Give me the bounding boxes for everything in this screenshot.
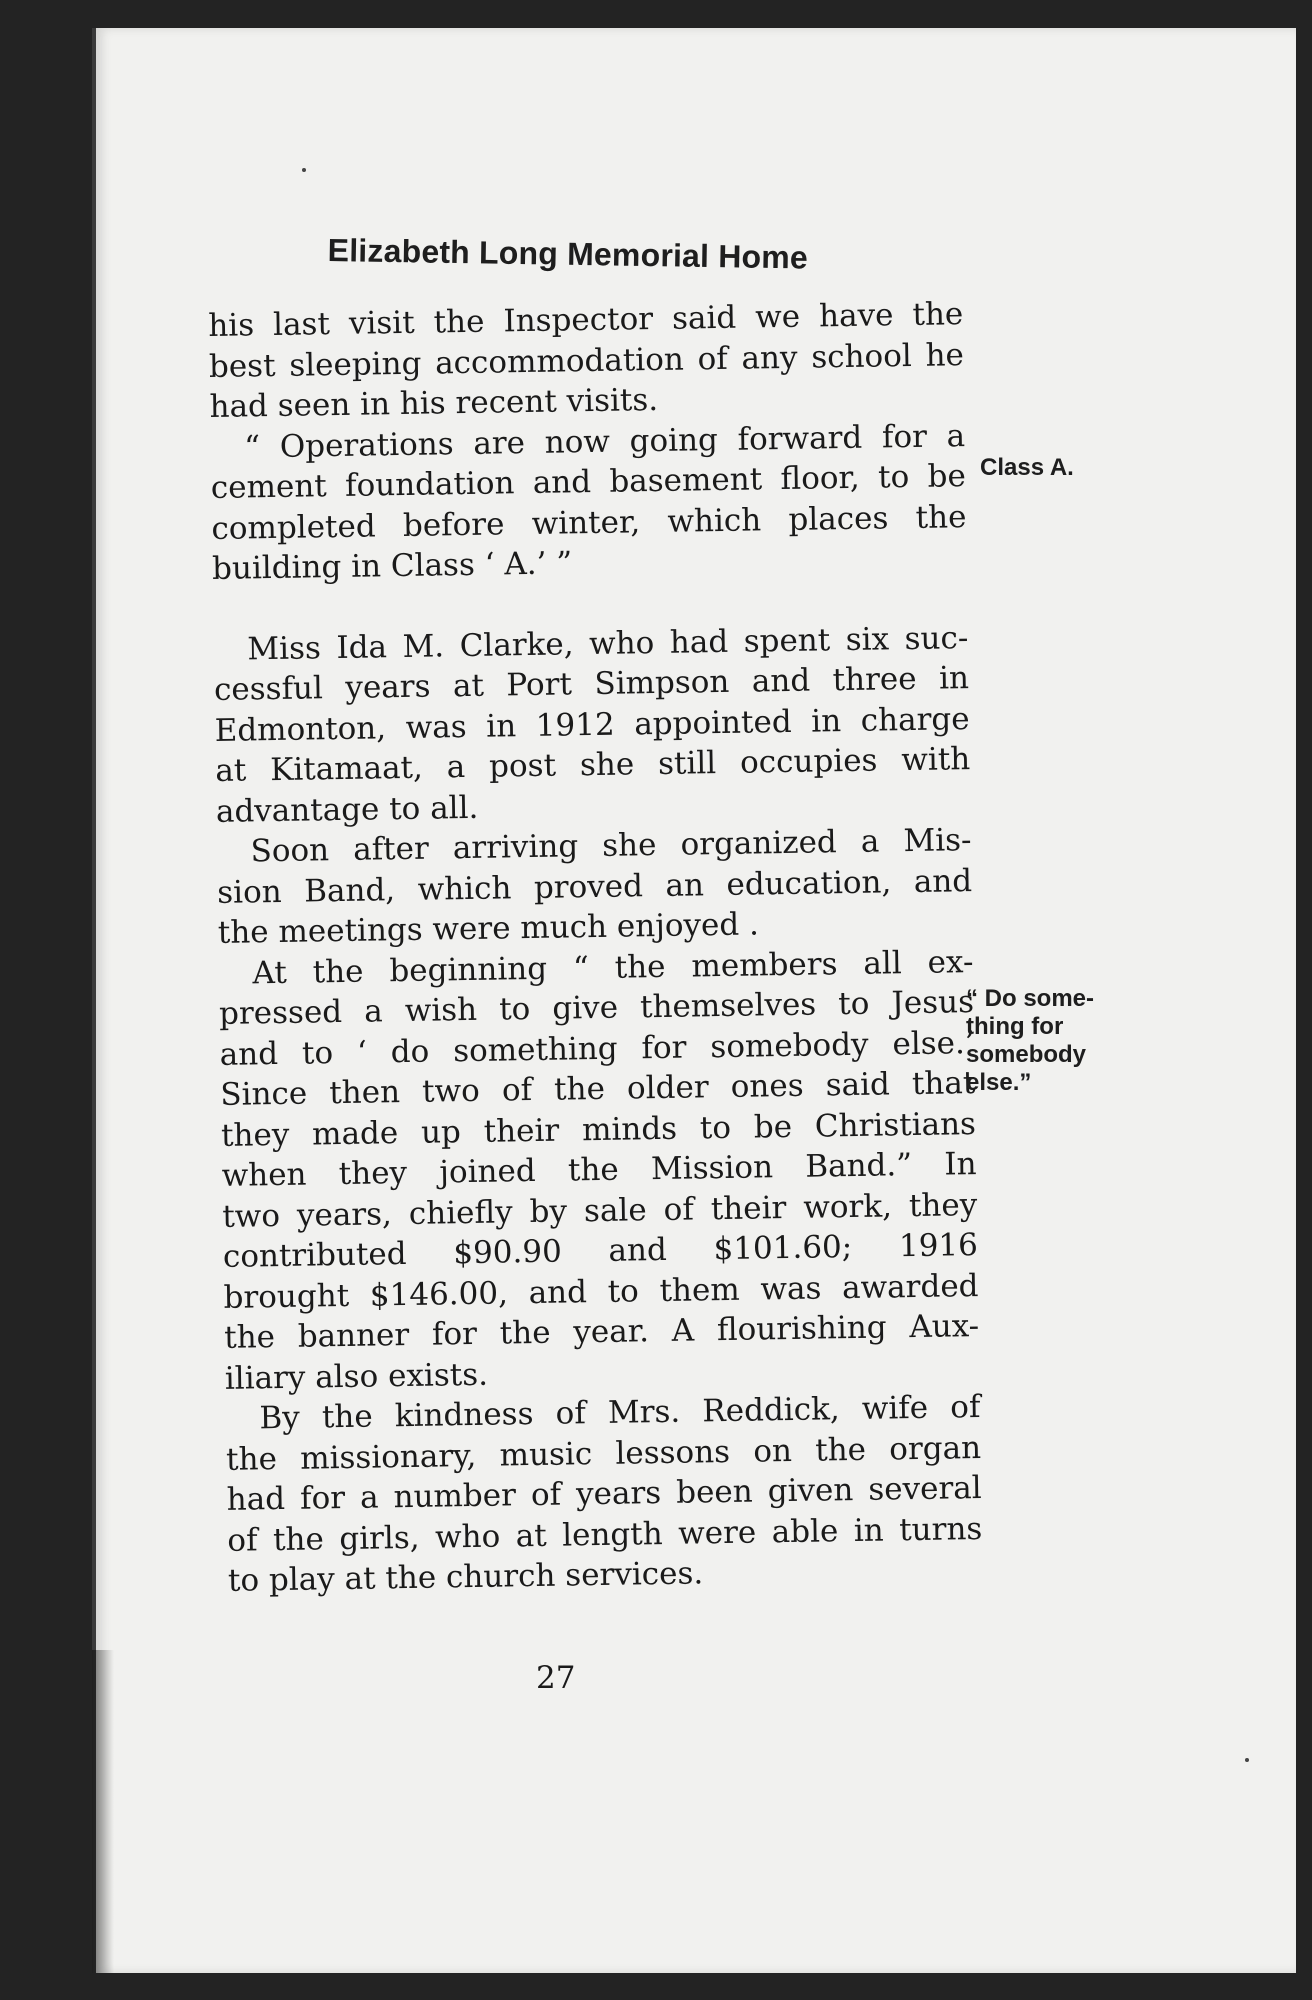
text-line: sion Band, which proved an education, and: [216, 862, 973, 911]
text-line: “ Operations are now going forward for a: [243, 417, 966, 465]
text-line: pressed a wish to give themselves to Jesus: [218, 984, 975, 1032]
text-line: contributed $90.90 and $101.60; 1916: [222, 1227, 979, 1275]
margin-note-line: thing for: [966, 1013, 1064, 1040]
margin-note-class-a: Class A.: [980, 454, 1074, 481]
margin-note-line: else.”: [966, 1069, 1032, 1096]
text-line: of the girls, who at length were able in turns: [227, 1510, 983, 1559]
text-line: cessful years at Port Simpson and three in: [213, 660, 970, 708]
text-line: cement foundation and basement floor, to be: [210, 458, 967, 506]
running-title: Elizabeth Long Memorial Home: [327, 232, 809, 276]
text-line: when they joined the Mission Band.” In: [221, 1146, 977, 1194]
text-line: best sleeping accommodation of any school he: [208, 336, 965, 385]
page-number: 27: [536, 1660, 576, 1696]
text-line: Miss Ida M. Clarke, who had spent six suc-: [247, 619, 969, 667]
text-line: two years, chiefly by sale of their work, they: [222, 1186, 978, 1235]
text-line: building in Class ‘ A.’ ”: [211, 545, 573, 587]
text-line: at Kitamaat, a post she still occupies with: [215, 741, 971, 789]
text-line: brought $146.00, and to them was awarded: [223, 1267, 979, 1316]
margin-note-line: somebody: [966, 1041, 1087, 1068]
text-line: By the kindness of Mrs. Reddick, wife of: [259, 1389, 981, 1437]
text-line: Soon after arriving she organized a Mis-: [250, 822, 972, 870]
text-line: they made up their minds to be Christians: [220, 1105, 977, 1154]
text-line: to play at the church services.: [227, 1555, 704, 1599]
paragraph: [216, 820, 973, 953]
text-line: the meetings were much enjoyed .: [217, 906, 760, 951]
text-line: his last visit the Inspector said we have the: [208, 296, 964, 344]
margin-note-line: “ Do some-: [966, 985, 1095, 1012]
paragraph: [218, 942, 980, 1399]
print-speck: [1245, 1758, 1249, 1762]
paragraph: [213, 618, 971, 832]
paragraph: [208, 294, 965, 427]
body-text: [208, 294, 983, 1601]
paragraph: [210, 416, 967, 590]
text-line: had for a number of years been given several: [226, 1469, 982, 1518]
text-line: the missionary, music lessons on the organ: [225, 1429, 982, 1478]
text-line: iliary also exists.: [224, 1356, 489, 1397]
text-line: had seen in his recent visits.: [209, 381, 659, 425]
text-line: and to ‘ do something for somebody else.’: [219, 1024, 975, 1073]
text-line: advantage to all.: [215, 789, 479, 830]
margin-note-do-something: [966, 985, 1094, 1097]
text-line: the banner for the year. A flourishing Aux-: [223, 1308, 980, 1356]
text-line: completed before winter, which places the: [211, 498, 967, 547]
print-speck: [302, 168, 306, 172]
text-line: At the beginning “ the members all ex-: [252, 943, 974, 991]
text-line: Since then two of the older ones said that: [220, 1065, 976, 1113]
paragraph: [225, 1387, 983, 1601]
text-line: Edmonton, was in 1912 appointed in charge: [214, 700, 970, 749]
binding-shadow: [92, 1650, 114, 1973]
